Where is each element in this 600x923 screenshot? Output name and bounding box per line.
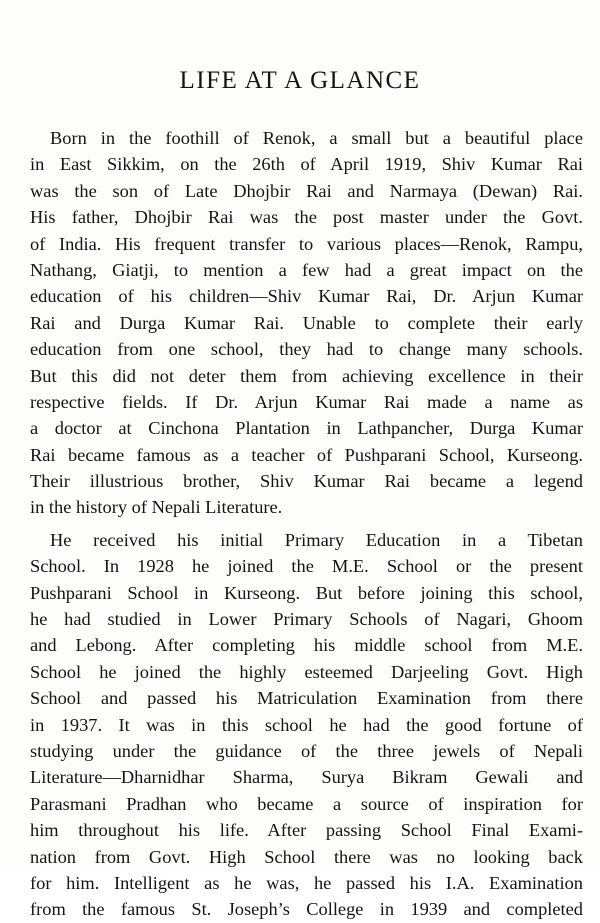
text-line: a doctor at Cinchona Plantation in Lathpancher, Durga Kumar [30, 418, 583, 439]
paragraph-1 [30, 125, 583, 521]
text-line: Their illustrious brother, Shiv Kumar Rai became a legend [30, 471, 583, 492]
text-line: in 1937. It was in this school he had the good fortune of [30, 714, 583, 735]
text-line: But this did not deter them from achieving excellence in their [30, 365, 583, 386]
text-line: studying under the guidance of the three jewels of Nepali [30, 740, 583, 761]
text-line: from the famous St. Joseph’s College in 1939 and completed [30, 899, 583, 920]
text-line: him throughout his life. After passing School Final Exami- [30, 820, 583, 841]
text-line: Pushparani School in Kurseong. But before joining this school, [30, 582, 583, 603]
body-text [30, 125, 583, 923]
text-line: Born in the foothill of Renok, a small but a beautiful place [50, 128, 583, 148]
text-line: School he joined the highly esteemed Darjeeling Govt. High [30, 661, 583, 682]
text-line: Nathang, Giatji, to mention a few had a great impact on the [30, 259, 583, 280]
text-line: Parasmani Pradhan who became a source of inspiration for [30, 793, 583, 814]
text-line: He received his initial Primary Education in a Tibetan [50, 529, 583, 550]
text-line: Literature—Dharnidhar Sharma, Surya Bikram Gewali and [30, 767, 583, 788]
text-line: in East Sikkim, on the 26th of April 1919, Shiv Kumar Rai [30, 154, 583, 175]
text-line: for him. Intelligent as he was, he passed his I.A. Examination [30, 872, 583, 893]
page-title: LIFE AT A GLANCE [179, 67, 421, 94]
text-line: was the son of Late Dhojbir Rai and Narmaya (Dewan) Rai. [30, 180, 583, 201]
text-line: Rai and Durga Kumar Rai. Unable to complete their early [30, 312, 583, 333]
text-line: in the history of Nepali Literature. [30, 497, 283, 518]
text-line: education from one school, they had to change many schools. [30, 339, 583, 360]
text-line: respective fields. If Dr. Arjun Kumar Rai made a name as [30, 391, 583, 412]
text-line: His father, Dhojbir Rai was the post master under the Govt. [30, 207, 583, 228]
text-line: Rai became famous as a teacher of Pushparani School, Kurseong. [30, 444, 583, 465]
text-line: School. In 1928 he joined the M.E. School or the present [30, 556, 583, 577]
text-line: education of his children—Shiv Kumar Rai, Dr. Arjun Kumar [30, 286, 583, 307]
text-line: School and passed his Matriculation Examination from there [30, 688, 583, 709]
text-line: he had studied in Lower Primary Schools of Nagari, Ghoom [30, 609, 583, 630]
text-line: nation from Govt. High School there was no looking back [30, 846, 583, 867]
paragraph-2 [30, 527, 583, 923]
text-line: and Lebong. After completing his middle school from M.E. [30, 635, 583, 656]
text-line: of India. His frequent transfer to various places—Renok, Rampu, [30, 233, 583, 254]
